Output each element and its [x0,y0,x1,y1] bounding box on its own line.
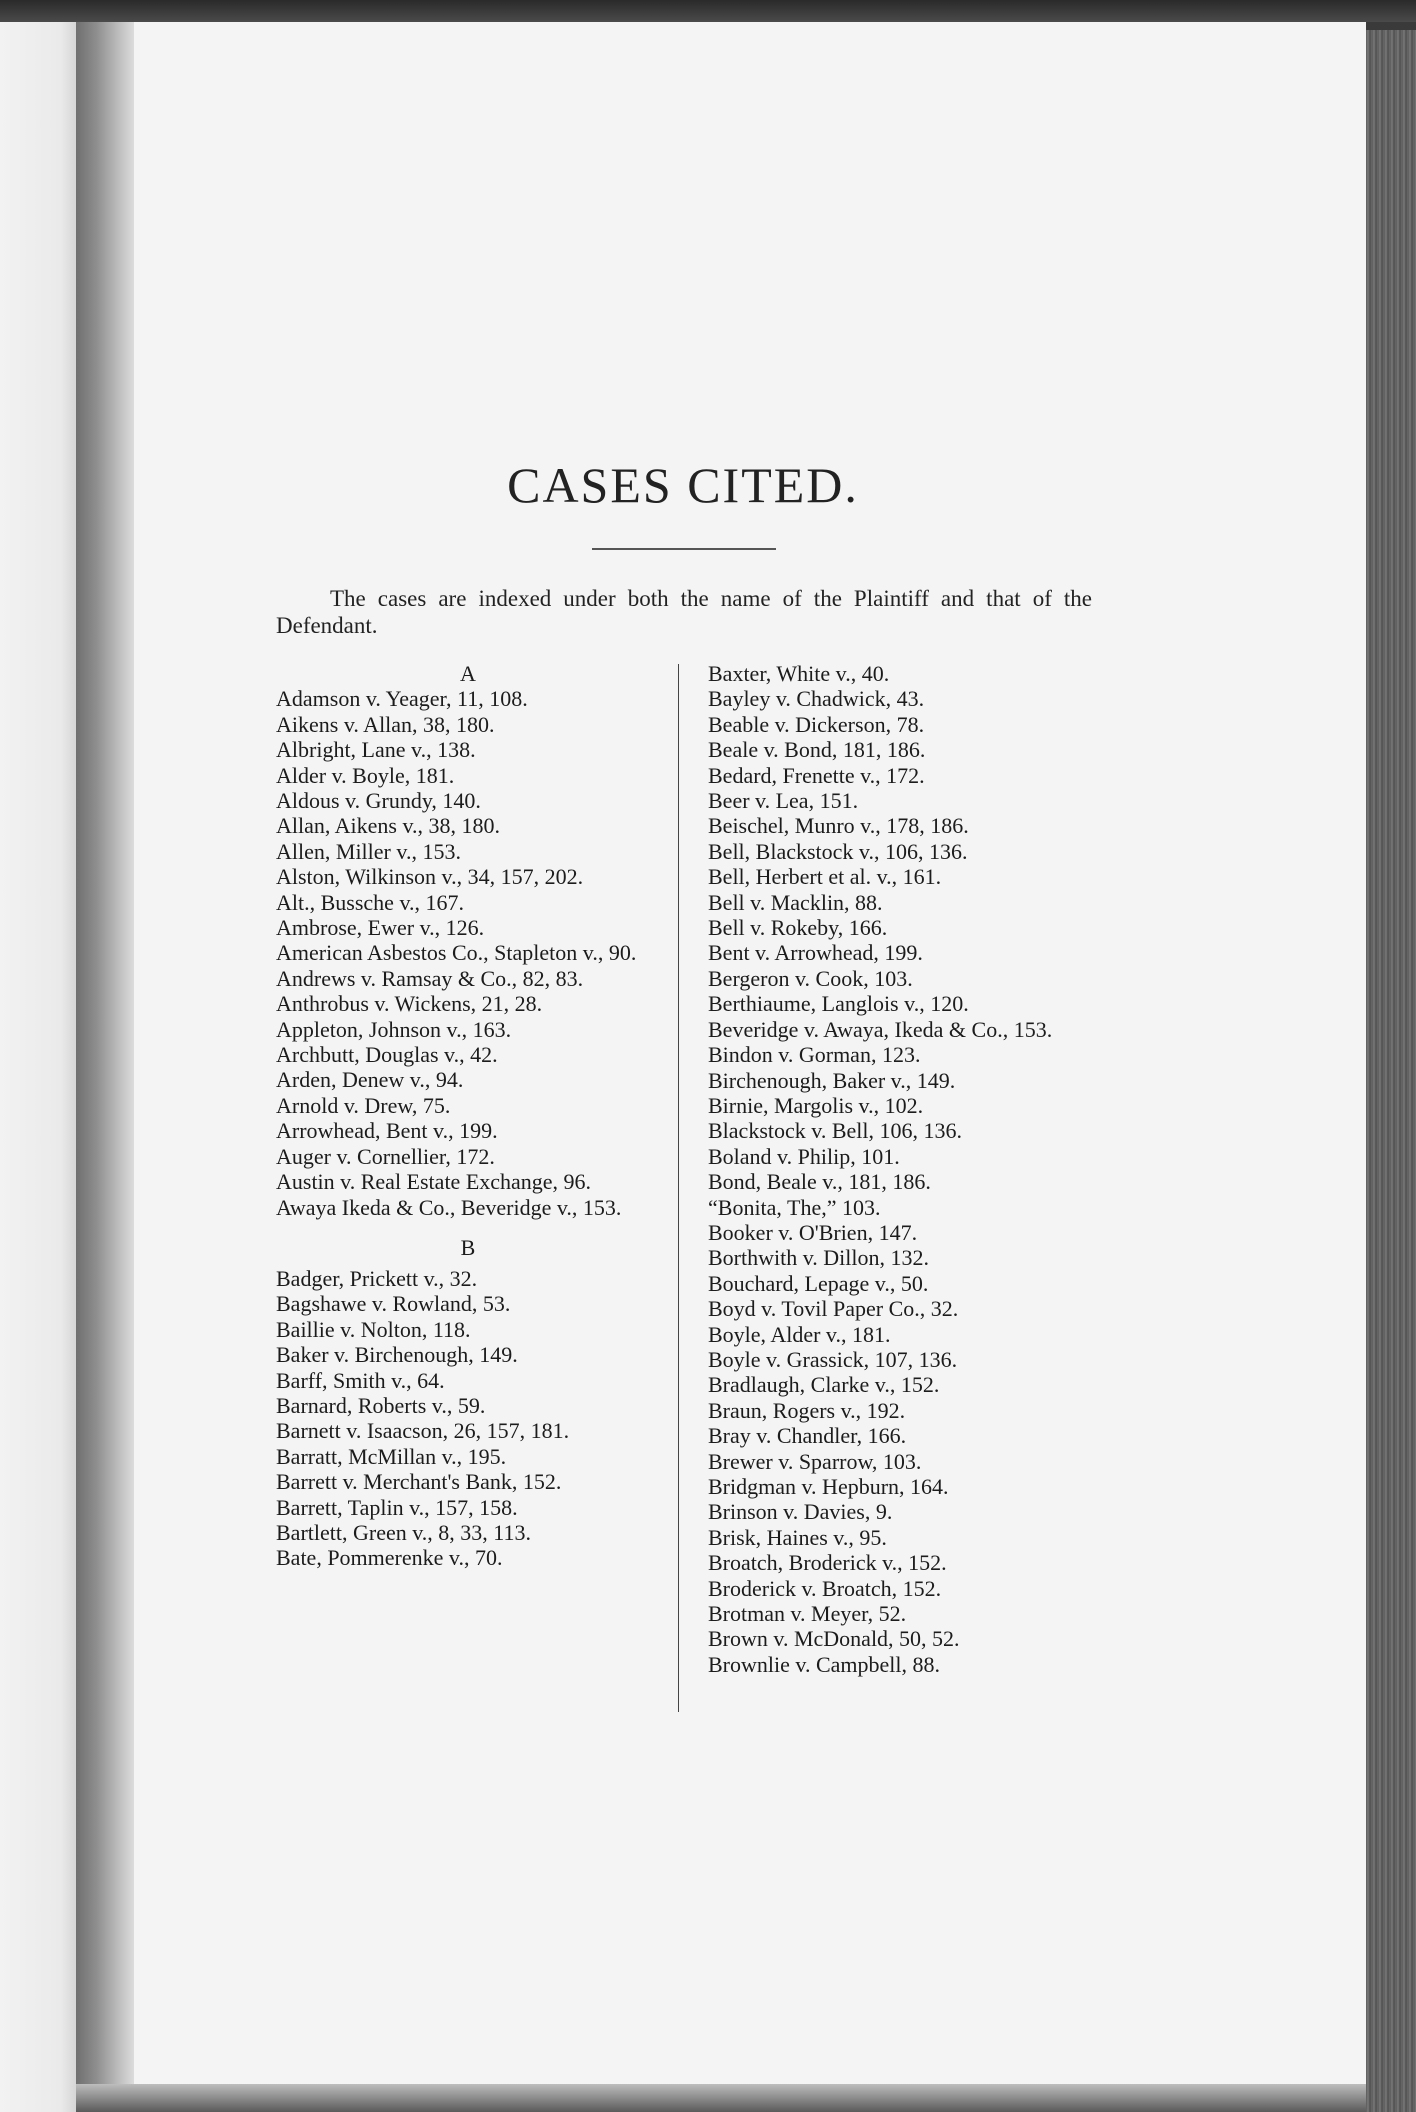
title-rule [592,548,776,550]
case-entry: Austin v. Real Estate Exchange, 96. [276,1169,592,1195]
case-entry: Bent v. Arrowhead, 199. [708,940,923,966]
case-entry: Borthwith v. Dillon, 132. [708,1245,930,1271]
case-entry: Arnold v. Drew, 75. [276,1092,451,1118]
case-entry: Archbutt, Douglas v., 42. [276,1042,498,1068]
case-entry: Booker v. O'Brien, 147. [708,1219,918,1245]
case-entry: Bayley v. Chadwick, 43. [708,686,925,712]
entries-right [708,661,1094,1677]
case-entry: Badger, Prickett v., 32. [276,1265,478,1291]
case-entry: Barrett v. Merchant's Bank, 152. [276,1469,562,1495]
case-entry: Bell, Blackstock v., 106, 136. [708,838,968,864]
case-entry: Braun, Rogers v., 192. [708,1397,906,1423]
case-entry: Brewer v. Sparrow, 103. [708,1448,922,1474]
page-title: CASES CITED. [507,457,859,513]
case-entry: Brotman v. Meyer, 52. [708,1601,907,1627]
column-divider [678,664,679,1712]
entries-a [276,686,660,1220]
case-entry: Barnett v. Isaacson, 26, 157, 181. [276,1418,570,1444]
case-entry: Auger v. Cornellier, 172. [276,1143,495,1169]
case-entry: Barnard, Roberts v., 59. [276,1392,486,1418]
case-entry: Adamson v. Yeager, 11, 108. [276,686,528,712]
case-entry: Bedard, Frenette v., 172. [708,762,925,788]
case-entry: Boyle v. Grassick, 107, 136. [708,1346,958,1372]
case-entry: Andrews v. Ramsay & Co., 82, 83. [276,965,584,991]
case-entry: Broatch, Broderick v., 152. [708,1550,947,1576]
case-entry: Arrowhead, Bent v., 199. [276,1118,498,1144]
case-entry: Boyle, Alder v., 181. [708,1321,891,1347]
case-entry: Ambrose, Ewer v., 126. [276,915,485,941]
case-entry: Beischel, Munro v., 178, 186. [708,813,969,839]
case-entry: Appleton, Johnson v., 163. [276,1016,512,1042]
case-entry: Birchenough, Baker v., 149. [708,1067,956,1093]
case-entry: Beable v. Dickerson, 78. [708,711,925,737]
case-entry: Blackstock v. Bell, 106, 136. [708,1118,962,1144]
case-entry: Berthiaume, Langlois v., 120. [708,991,969,1017]
case-entry: Barrett, Taplin v., 157, 158. [276,1494,518,1520]
case-entry: Beer v. Lea, 151. [708,788,859,814]
case-entry: Barff, Smith v., 64. [276,1367,445,1393]
case-entry: Allan, Aikens v., 38, 180. [276,813,501,839]
section-heading-b: B [460,1234,476,1260]
case-entry: Awaya Ikeda & Co., Beveridge v., 153. [276,1194,622,1220]
case-entry: Beale v. Bond, 181, 186. [708,737,926,763]
scan-bottom-edge [76,2084,1366,2112]
case-entry: Bell v. Rokeby, 166. [708,915,888,941]
case-entry: Boyd v. Tovil Paper Co., 32. [708,1296,959,1322]
case-entry: Broderick v. Broatch, 152. [708,1575,942,1601]
book-gutter-shadow [76,22,134,2092]
entries-b [276,1266,660,1571]
case-entry: Albright, Lane v., 138. [276,737,476,763]
case-entry: Aldous v. Grundy, 140. [276,788,481,814]
case-entry: Baillie v. Nolton, 118. [276,1316,471,1342]
case-entry: Barratt, McMillan v., 195. [276,1443,507,1469]
case-entry: Brinson v. Davies, 9. [708,1499,893,1525]
case-entry: Bergeron v. Cook, 103. [708,965,913,991]
case-entry: Bray v. Chandler, 166. [708,1423,907,1449]
scan-top-edge [0,0,1416,22]
case-entry: Arden, Denew v., 94. [276,1067,464,1093]
case-entry: Boland v. Philip, 101. [708,1143,900,1169]
case-entry: “Bonita, The,” 103. [708,1194,881,1220]
case-entry: Baxter, White v., 40. [708,661,890,686]
case-entry: Bate, Pommerenke v., 70. [276,1545,503,1571]
case-entry: Bell, Herbert et al. v., 161. [708,864,942,890]
case-entry: Bond, Beale v., 181, 186. [708,1169,931,1195]
case-entry: Birnie, Margolis v., 102. [708,1092,924,1118]
case-entry: Bell v. Macklin, 88. [708,889,883,915]
case-entry: Alston, Wilkinson v., 34, 157, 202. [276,864,584,890]
case-entry: Beveridge v. Awaya, Ikeda & Co., 153. [708,1016,1053,1042]
section-heading-a: A [460,661,476,686]
case-entry: Bridgman v. Hepburn, 164. [708,1474,949,1499]
intro-paragraph: The cases are indexed under both the name of the Plaintiff and that of the Defendant. [276,586,1092,638]
case-entry: Anthrobus v. Wickens, 21, 28. [276,991,543,1017]
case-entry: Alt., Bussche v., 167. [276,889,465,915]
case-entry: Brown v. McDonald, 50, 52. [708,1626,960,1652]
case-entry: Baker v. Birchenough, 149. [276,1342,518,1368]
case-entry: American Asbestos Co., Stapleton v., 90. [276,940,637,966]
case-entry: Alder v. Boyle, 181. [276,762,455,788]
case-entry: Brownlie v. Campbell, 88. [708,1651,940,1677]
case-entry: Bagshawe v. Rowland, 53. [276,1291,511,1317]
case-entry: Bindon v. Gorman, 123. [708,1042,921,1068]
case-entry: Brisk, Haines v., 95. [708,1524,887,1550]
facing-page-edge [0,22,76,2112]
left-column [276,661,660,1571]
case-entry: Allen, Miller v., 153. [276,838,461,864]
case-entry: Bartlett, Green v., 8, 33, 113. [276,1519,531,1545]
case-entry: Aikens v. Allan, 38, 180. [276,711,495,737]
right-column [708,661,1094,1677]
case-entry: Bouchard, Lepage v., 50. [708,1270,929,1296]
case-entry: Bradlaugh, Clarke v., 152. [708,1372,940,1398]
page-stack-edge [1366,30,1416,2112]
